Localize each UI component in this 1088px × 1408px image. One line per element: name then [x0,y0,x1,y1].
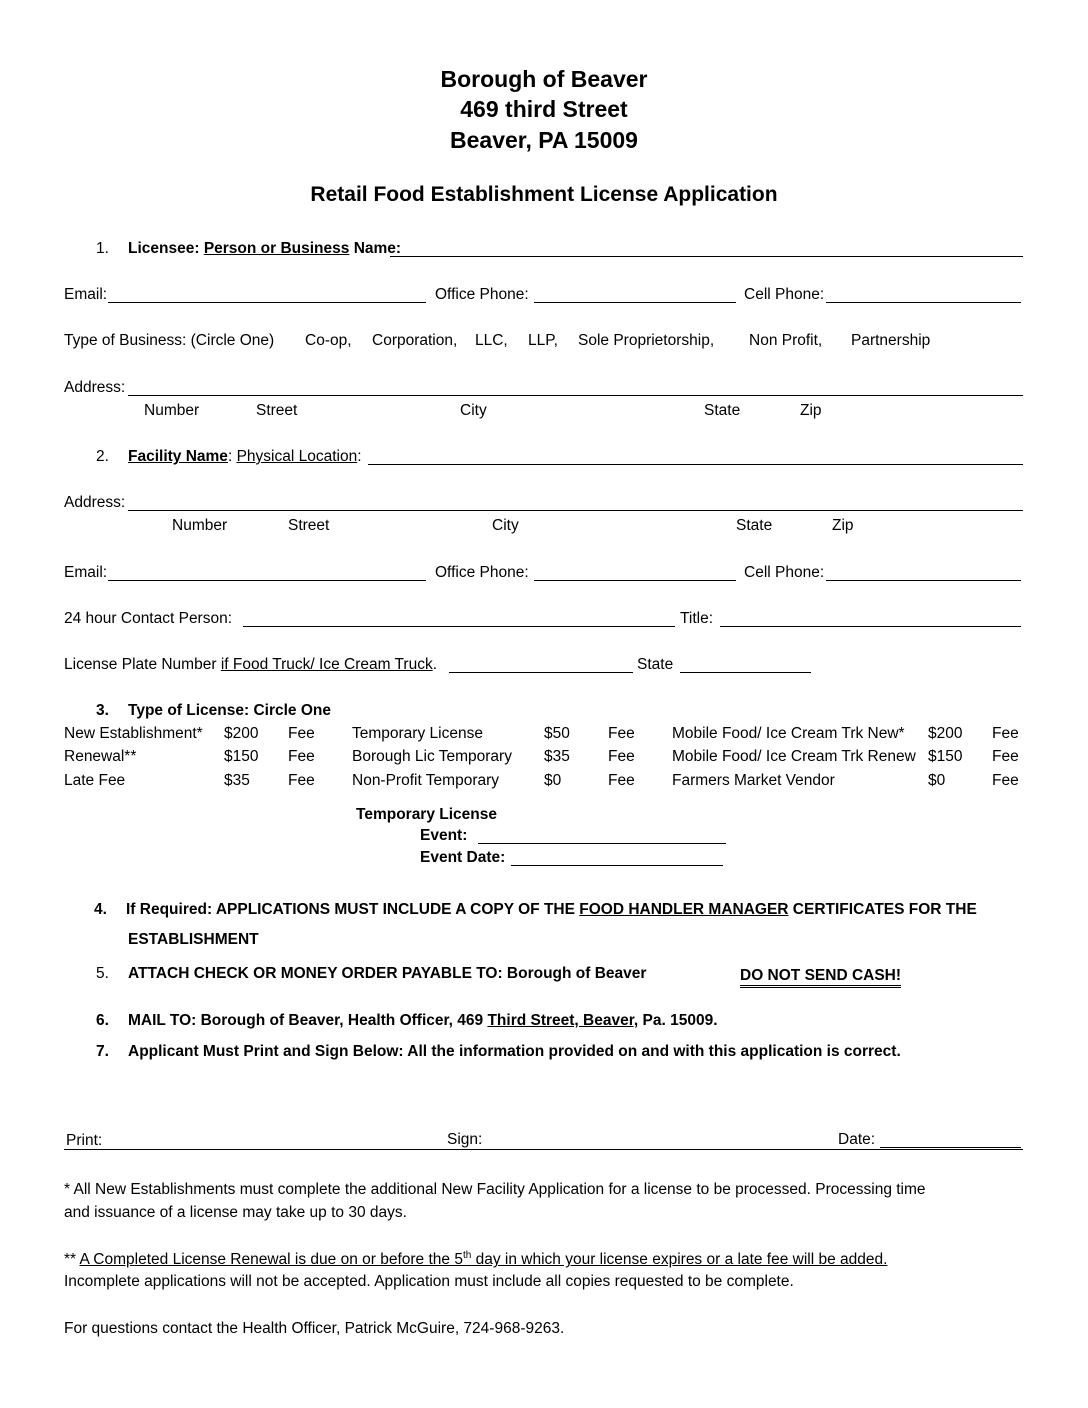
fee-mobile-food-renew[interactable]: Mobile Food/ Ice Cream Trk Renew [672,748,916,765]
s1-email-field[interactable] [108,302,426,303]
fee-label: Fee [992,748,1019,765]
license-plate-field[interactable] [449,672,633,673]
fee-farmers-market-vendor[interactable]: Farmers Market Vendor [672,772,835,789]
note-new-establishment: * All New Establishments must complete the additional New Facility Application for a license to be processed. Processing time [64,1181,926,1198]
fee-label: Fee [288,748,315,765]
print-label: Print: [66,1132,103,1149]
note-incomplete: Incomplete applications will not be accepted. Application must include all copies requested to be complete. [64,1273,794,1290]
s2-office-phone-label: Office Phone: [435,564,529,581]
note-renewal-underlined [80,1251,888,1268]
borough-name: Borough of Beaver [440,66,648,92]
event-field[interactable] [478,843,726,844]
fee-borough-lic-temporary[interactable]: Borough Lic Temporary [352,748,512,765]
event-date-field[interactable] [511,865,723,866]
s2-address-label: Address: [64,494,126,511]
contact-title-field[interactable] [720,626,1021,627]
fee-amount: $35 [224,772,250,789]
facility-colon: : [227,448,233,465]
s1-email-label: Email: [64,286,108,303]
note-contact: For questions contact the Health Officer, Patrick McGuire, 724-968-9263. [64,1320,565,1337]
s3-number: 3. [96,702,109,719]
facility-name-label: Facility Name [128,448,228,465]
fee-label: Fee [288,772,315,789]
business-type-sole-prop[interactable]: Sole Proprietorship, [578,332,715,349]
plate-label-b: if Food Truck/ Ice Cream Truck [220,656,433,673]
fee-amount: $150 [224,748,259,765]
s1-addr-zip: Zip [800,402,822,419]
s2-addr-number: Number [172,517,228,534]
fee-amount: $0 [544,772,562,789]
fee-amount: $35 [544,748,570,765]
license-type-label: Type of License: Circle One [128,702,331,719]
s5-text: ATTACH CHECK OR MONEY ORDER PAYABLE TO: Borough of Beaver [128,965,647,982]
business-type-label: Type of Business: (Circle One) [64,332,275,349]
s2-addr-state: State [736,517,773,534]
contact-title-label: Title: [680,610,714,627]
licensee-label-c: Name: [349,240,402,257]
s1-addr-street: Street [256,402,298,419]
s2-cell-phone-field[interactable] [826,580,1021,581]
facility-name-field[interactable] [368,464,1023,465]
s1-number: 1. [96,240,109,257]
physical-colon: : [357,448,362,465]
fee-label: Fee [288,725,315,742]
fee-amount: $150 [928,748,963,765]
s1-addr-state: State [704,402,741,419]
business-type-llc[interactable]: LLC, [475,332,508,349]
form-title: Retail Food Establishment License Application [310,183,778,206]
date-field[interactable] [880,1147,1021,1148]
note-renewal-sup: th [462,1250,472,1261]
fee-late[interactable]: Late Fee [64,772,126,789]
fee-label: Fee [608,772,635,789]
note-renewal [64,1250,887,1269]
note-renewal-text-b: day in which your license expires or a late fee will be added. [471,1251,888,1269]
licensee-label-a: Licensee: [128,240,204,257]
business-type-corporation[interactable]: Corporation, [372,332,458,349]
fee-amount: $50 [544,725,570,742]
s5-number: 5. [96,965,109,982]
no-cash-warning: DO NOT SEND CASH! [740,967,901,988]
s6-text-a: MAIL TO: Borough of Beaver, Health Officer, 469 [128,1012,488,1029]
s6-text-c: Pa. 15009. [638,1012,718,1029]
fee-amount: $0 [928,772,946,789]
business-type-partnership[interactable]: Partnership [851,332,931,349]
s1-office-phone-field[interactable] [534,302,736,303]
licensee-label-b: Person or Business [203,240,350,257]
s6-text-b: Third Street, Beaver, [487,1012,639,1029]
fee-label: Fee [608,725,635,742]
fee-new-establishment[interactable]: New Establishment* [64,725,203,742]
event-label: Event: [420,827,468,844]
contact-person-field[interactable] [243,626,675,627]
s2-number: 2. [96,448,109,465]
s2-cell-phone-label: Cell Phone: [744,564,825,581]
s2-addr-city: City [492,517,519,534]
fee-renewal[interactable]: Renewal** [64,748,137,765]
s6-number: 6. [96,1012,109,1029]
s4-text-a: If Required: APPLICATIONS MUST INCLUDE A COPY OF THE [126,901,580,918]
s7-number: 7. [96,1043,109,1060]
s1-cell-phone-label: Cell Phone: [744,286,825,303]
s4-text [126,901,977,919]
plate-state-field[interactable] [680,672,811,673]
s2-addr-zip: Zip [832,517,854,534]
s2-email-label: Email: [64,564,108,581]
s2-office-phone-field[interactable] [534,580,736,581]
s1-addr-city: City [460,402,487,419]
note-new-establishment-cont: and issuance of a license may take up to 30 days. [64,1204,407,1221]
business-type-coop[interactable]: Co-op, [305,332,352,349]
fee-amount: $200 [928,725,963,742]
s4-text-line2: ESTABLISHMENT [128,931,259,948]
business-type-nonprofit[interactable]: Non Profit, [749,332,823,349]
note-renewal-text-a: A Completed License Renewal is due on or before the 5 [79,1251,463,1269]
s1-address-field[interactable] [128,395,1023,396]
note-renewal-prefix: ** [64,1251,80,1269]
plate-label-a: License Plate Number [64,656,221,673]
temporary-license-heading: Temporary License [356,806,497,823]
sign-label: Sign: [447,1131,483,1148]
fee-temporary-license[interactable]: Temporary License [352,725,483,742]
borough-city: Beaver, PA 15009 [450,127,638,153]
business-type-llp[interactable]: LLP, [528,332,558,349]
licensee-label [128,240,401,258]
fee-label: Fee [992,772,1019,789]
plate-label-c: . [432,656,438,673]
physical-location-label: Physical Location [236,448,358,465]
s2-addr-street: Street [288,517,330,534]
s4-text-c: CERTIFICATES FOR THE [788,901,977,918]
s2-address-field[interactable] [128,510,1023,511]
fee-label: Fee [992,725,1019,742]
s2-email-field[interactable] [108,580,426,581]
borough-street: 469 third Street [460,96,628,122]
fee-mobile-food-new[interactable]: Mobile Food/ Ice Cream Trk New* [672,725,905,742]
s1-office-phone-label: Office Phone: [435,286,529,303]
fee-label: Fee [608,748,635,765]
s4-text-b: FOOD HANDLER MANAGER [579,901,789,918]
event-date-label: Event Date: [420,849,506,866]
fee-non-profit-temporary[interactable]: Non-Profit Temporary [352,772,500,789]
s1-cell-phone-field[interactable] [826,302,1021,303]
licensee-name-field[interactable] [390,256,1023,257]
fee-amount: $200 [224,725,259,742]
signature-line[interactable] [64,1149,1023,1150]
contact-person-label: 24 hour Contact Person: [64,610,233,627]
plate-state-label: State [637,656,674,673]
s1-addr-number: Number [144,402,200,419]
date-label: Date: [838,1131,876,1148]
s4-number: 4. [94,901,107,918]
s6-text [128,1012,718,1030]
s7-text: Applicant Must Print and Sign Below: All the information provided on and with this application is correct. [128,1043,901,1060]
s1-address-label: Address: [64,379,126,396]
license-plate-label [64,656,437,674]
facility-label [128,448,362,466]
